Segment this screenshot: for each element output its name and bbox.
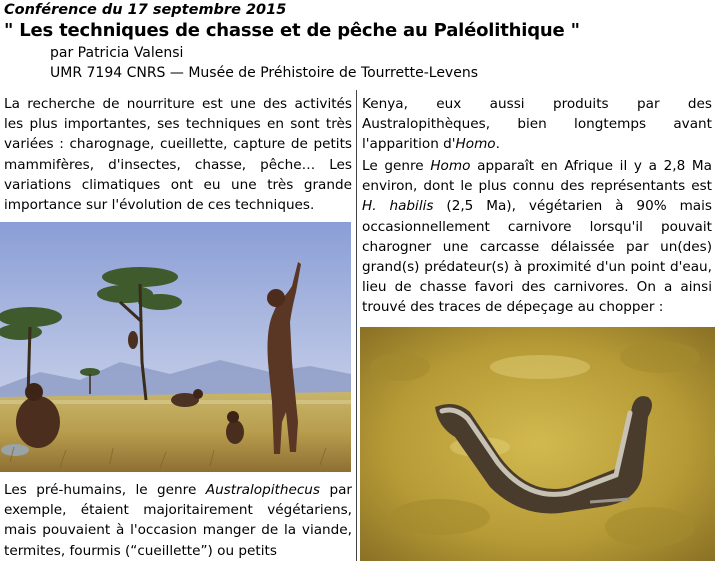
homo-text-c: (2,5 Ma), végétarien à 90% mais occasionnellement carnivore lorsqu'il pouvait charogner une carcasse délaissée par un(des) grand(s) prédateur(s) à proximité d'un point d'eau, lieu de chasse favori des carnivores. On a ainsi trouvé des traces de dépeçage au chopper : [362,198,712,316]
bone-cutmarks-photo [360,327,715,561]
author-line: par Patricia Valensi [50,45,184,61]
prehistoric-scene-illustration [0,222,351,472]
homo-text-a: Le genre [362,158,431,174]
affiliation-line: UMR 7194 CNRS — Musée de Préhistoire de Tourrette-Levens [50,65,478,81]
genus-homo-2: Homo [430,158,471,174]
column-divider [356,90,357,561]
species-habilis: H. habilis [362,198,434,215]
homo-paragraph [362,156,712,318]
cont-text-a: Kenya, eux aussi produits par des Australopithèques, bien longtemps avant l'apparition d' [362,96,712,153]
para2-text-a: Les pré-humains, le genre [4,482,206,498]
continued-paragraph [362,94,712,155]
para2-text-b: par exemple, étaient majoritairement végétariens, mais pouvaient à l'occasion manger de la viande, termites, fourmis (“cueillette”) ou petits [4,482,352,559]
homo-text-b: apparaît en Afrique il y a 2,8 Ma environ, dont le plus connu des représentants est [362,158,712,195]
cont-text-b: . [495,136,500,153]
genus-australopithecus: Australopithecus [205,482,320,498]
conference-title: " Les techniques de chasse et de pêche au Paléolithique " [4,20,580,41]
intro-paragraph: La recherche de nourriture est une des activités les plus importantes, ses techniques en sont très variées : charognage, cueillette, capture de petits mammifères, d'insectes, chasse, pêche… Les variations climatiques ont eu une très grande importance sur l'évolution de ces techniques. [4,96,352,214]
australopithecus-paragraph [4,480,352,561]
conference-date: Conférence du 17 septembre 2015 [4,2,287,18]
genus-homo: Homo [455,136,496,153]
